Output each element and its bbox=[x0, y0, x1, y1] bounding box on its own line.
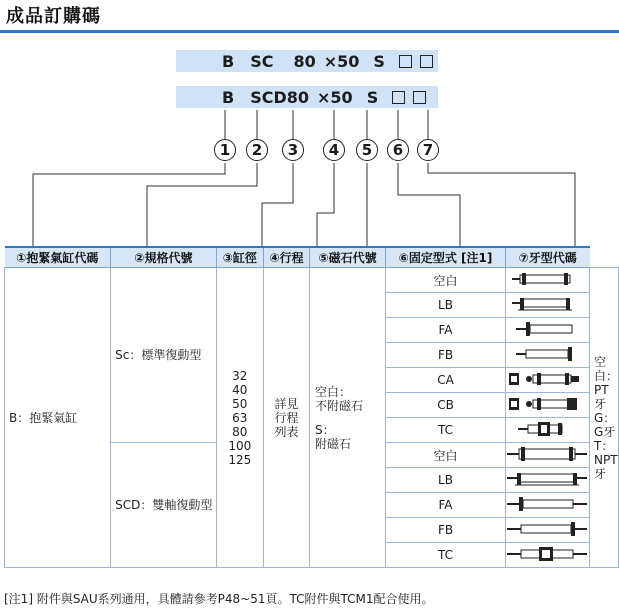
code-spec: SCD80 bbox=[250, 87, 310, 107]
header-magnet: ⑤磁石代號 bbox=[310, 247, 386, 268]
code-bore: 80 bbox=[293, 51, 316, 71]
mount-fb-icon bbox=[505, 343, 589, 368]
magnet-options bbox=[310, 385, 385, 451]
thread-options bbox=[590, 355, 618, 481]
mounting-label: FA bbox=[386, 318, 506, 343]
clamp-code-value: B：抱緊氣缸 bbox=[9, 410, 78, 425]
mount-blank-icon bbox=[505, 268, 589, 293]
bore-value: 32 bbox=[232, 368, 248, 383]
header-mounting: ⑥固定型式 [注1] bbox=[386, 247, 506, 268]
spec-sc-value: Sc：標準復動型 bbox=[115, 348, 202, 362]
stroke-note bbox=[264, 397, 309, 439]
mounting-label: 空白 bbox=[386, 443, 506, 468]
header-clamp-code: ①抱緊氣缸代碼 bbox=[5, 247, 111, 268]
clamp-code-cell bbox=[5, 268, 111, 568]
footnote: [注1] 附件與SAU系列通用，具體請參考P48~51頁。TC附件與TCM1配合使用。 bbox=[4, 592, 434, 606]
code-stroke: ×50 bbox=[317, 87, 353, 107]
thread-line: 空白：PT牙 bbox=[594, 354, 619, 411]
mount-fa-icon bbox=[505, 493, 589, 518]
code-spec: SC bbox=[250, 51, 274, 71]
bore-value: 100 bbox=[228, 438, 252, 453]
magnet-line: 附磁石 bbox=[315, 436, 352, 451]
spec-sc-cell bbox=[111, 268, 216, 443]
callout-number-7: 7 bbox=[417, 139, 439, 161]
code-stroke: ×50 bbox=[323, 51, 360, 71]
mount-fb-icon bbox=[505, 518, 589, 543]
mount-tc-icon bbox=[505, 418, 589, 443]
mounting-label: TC bbox=[386, 418, 506, 443]
header-spec-code: ②規格代號 bbox=[111, 247, 216, 268]
table-header-row bbox=[5, 247, 619, 268]
mounting-label: CB bbox=[386, 393, 506, 418]
bore-value: 50 bbox=[232, 396, 248, 411]
bore-value: 80 bbox=[232, 424, 248, 439]
callout-number-4: 4 bbox=[323, 139, 345, 161]
mount-ca-icon bbox=[505, 368, 589, 393]
header-stroke: ④行程 bbox=[264, 247, 310, 268]
callout-number-2: 2 bbox=[246, 139, 268, 161]
thread-cell bbox=[590, 268, 619, 568]
bore-list bbox=[217, 369, 264, 467]
page-title: 成品訂購碼 bbox=[6, 6, 101, 27]
mount-lb-icon bbox=[505, 468, 589, 493]
bore-value: 125 bbox=[228, 452, 252, 467]
stroke-cell bbox=[264, 268, 310, 568]
callout-number-1: 1 bbox=[214, 139, 236, 161]
callout-number-3: 3 bbox=[282, 139, 304, 161]
stroke-line: 行程 bbox=[274, 410, 299, 425]
callout-connector-lines bbox=[0, 0, 619, 260]
mount-lb-icon bbox=[505, 293, 589, 318]
mount-fa-icon bbox=[505, 318, 589, 343]
mount-tc-icon bbox=[505, 543, 589, 568]
spec-scd-value: SCD：雙軸復動型 bbox=[115, 498, 213, 512]
stroke-line: 列表 bbox=[274, 424, 299, 439]
code-prefix: B bbox=[222, 51, 235, 71]
mounting-label: TC bbox=[386, 543, 506, 568]
mounting-label: LB bbox=[386, 293, 506, 318]
mounting-label: FB bbox=[386, 343, 506, 368]
mount-blank-icon bbox=[505, 443, 589, 468]
thread-line: T：NPT牙 bbox=[594, 438, 618, 481]
mounting-label: 空白 bbox=[386, 268, 506, 293]
magnet-line: 空白： bbox=[315, 384, 352, 399]
mounting-label: LB bbox=[386, 468, 506, 493]
stroke-line: 詳見 bbox=[274, 396, 299, 411]
header-bore: ③缸徑 bbox=[216, 247, 264, 268]
code-prefix: B bbox=[222, 87, 235, 107]
magnet-cell bbox=[310, 268, 386, 568]
header-thread: ⑦牙型代碼 bbox=[505, 247, 589, 268]
magnet-line: 不附磁石 bbox=[315, 398, 364, 413]
magnet-line: S： bbox=[315, 422, 335, 437]
order-code-table bbox=[4, 246, 619, 568]
mounting-label: FA bbox=[386, 493, 506, 518]
mount-cb-icon bbox=[505, 393, 589, 418]
bore-cell bbox=[216, 268, 264, 568]
mounting-label: FB bbox=[386, 518, 506, 543]
callout-number-5: 5 bbox=[356, 139, 378, 161]
code-magnet: S bbox=[373, 51, 385, 71]
bore-value: 63 bbox=[232, 410, 248, 425]
callout-number-6: 6 bbox=[387, 139, 409, 161]
bore-value: 40 bbox=[232, 382, 248, 397]
thread-line: G：G牙 bbox=[594, 410, 616, 439]
spec-scd-cell bbox=[111, 443, 216, 568]
mounting-label: CA bbox=[386, 368, 506, 393]
code-magnet: S bbox=[366, 87, 379, 107]
